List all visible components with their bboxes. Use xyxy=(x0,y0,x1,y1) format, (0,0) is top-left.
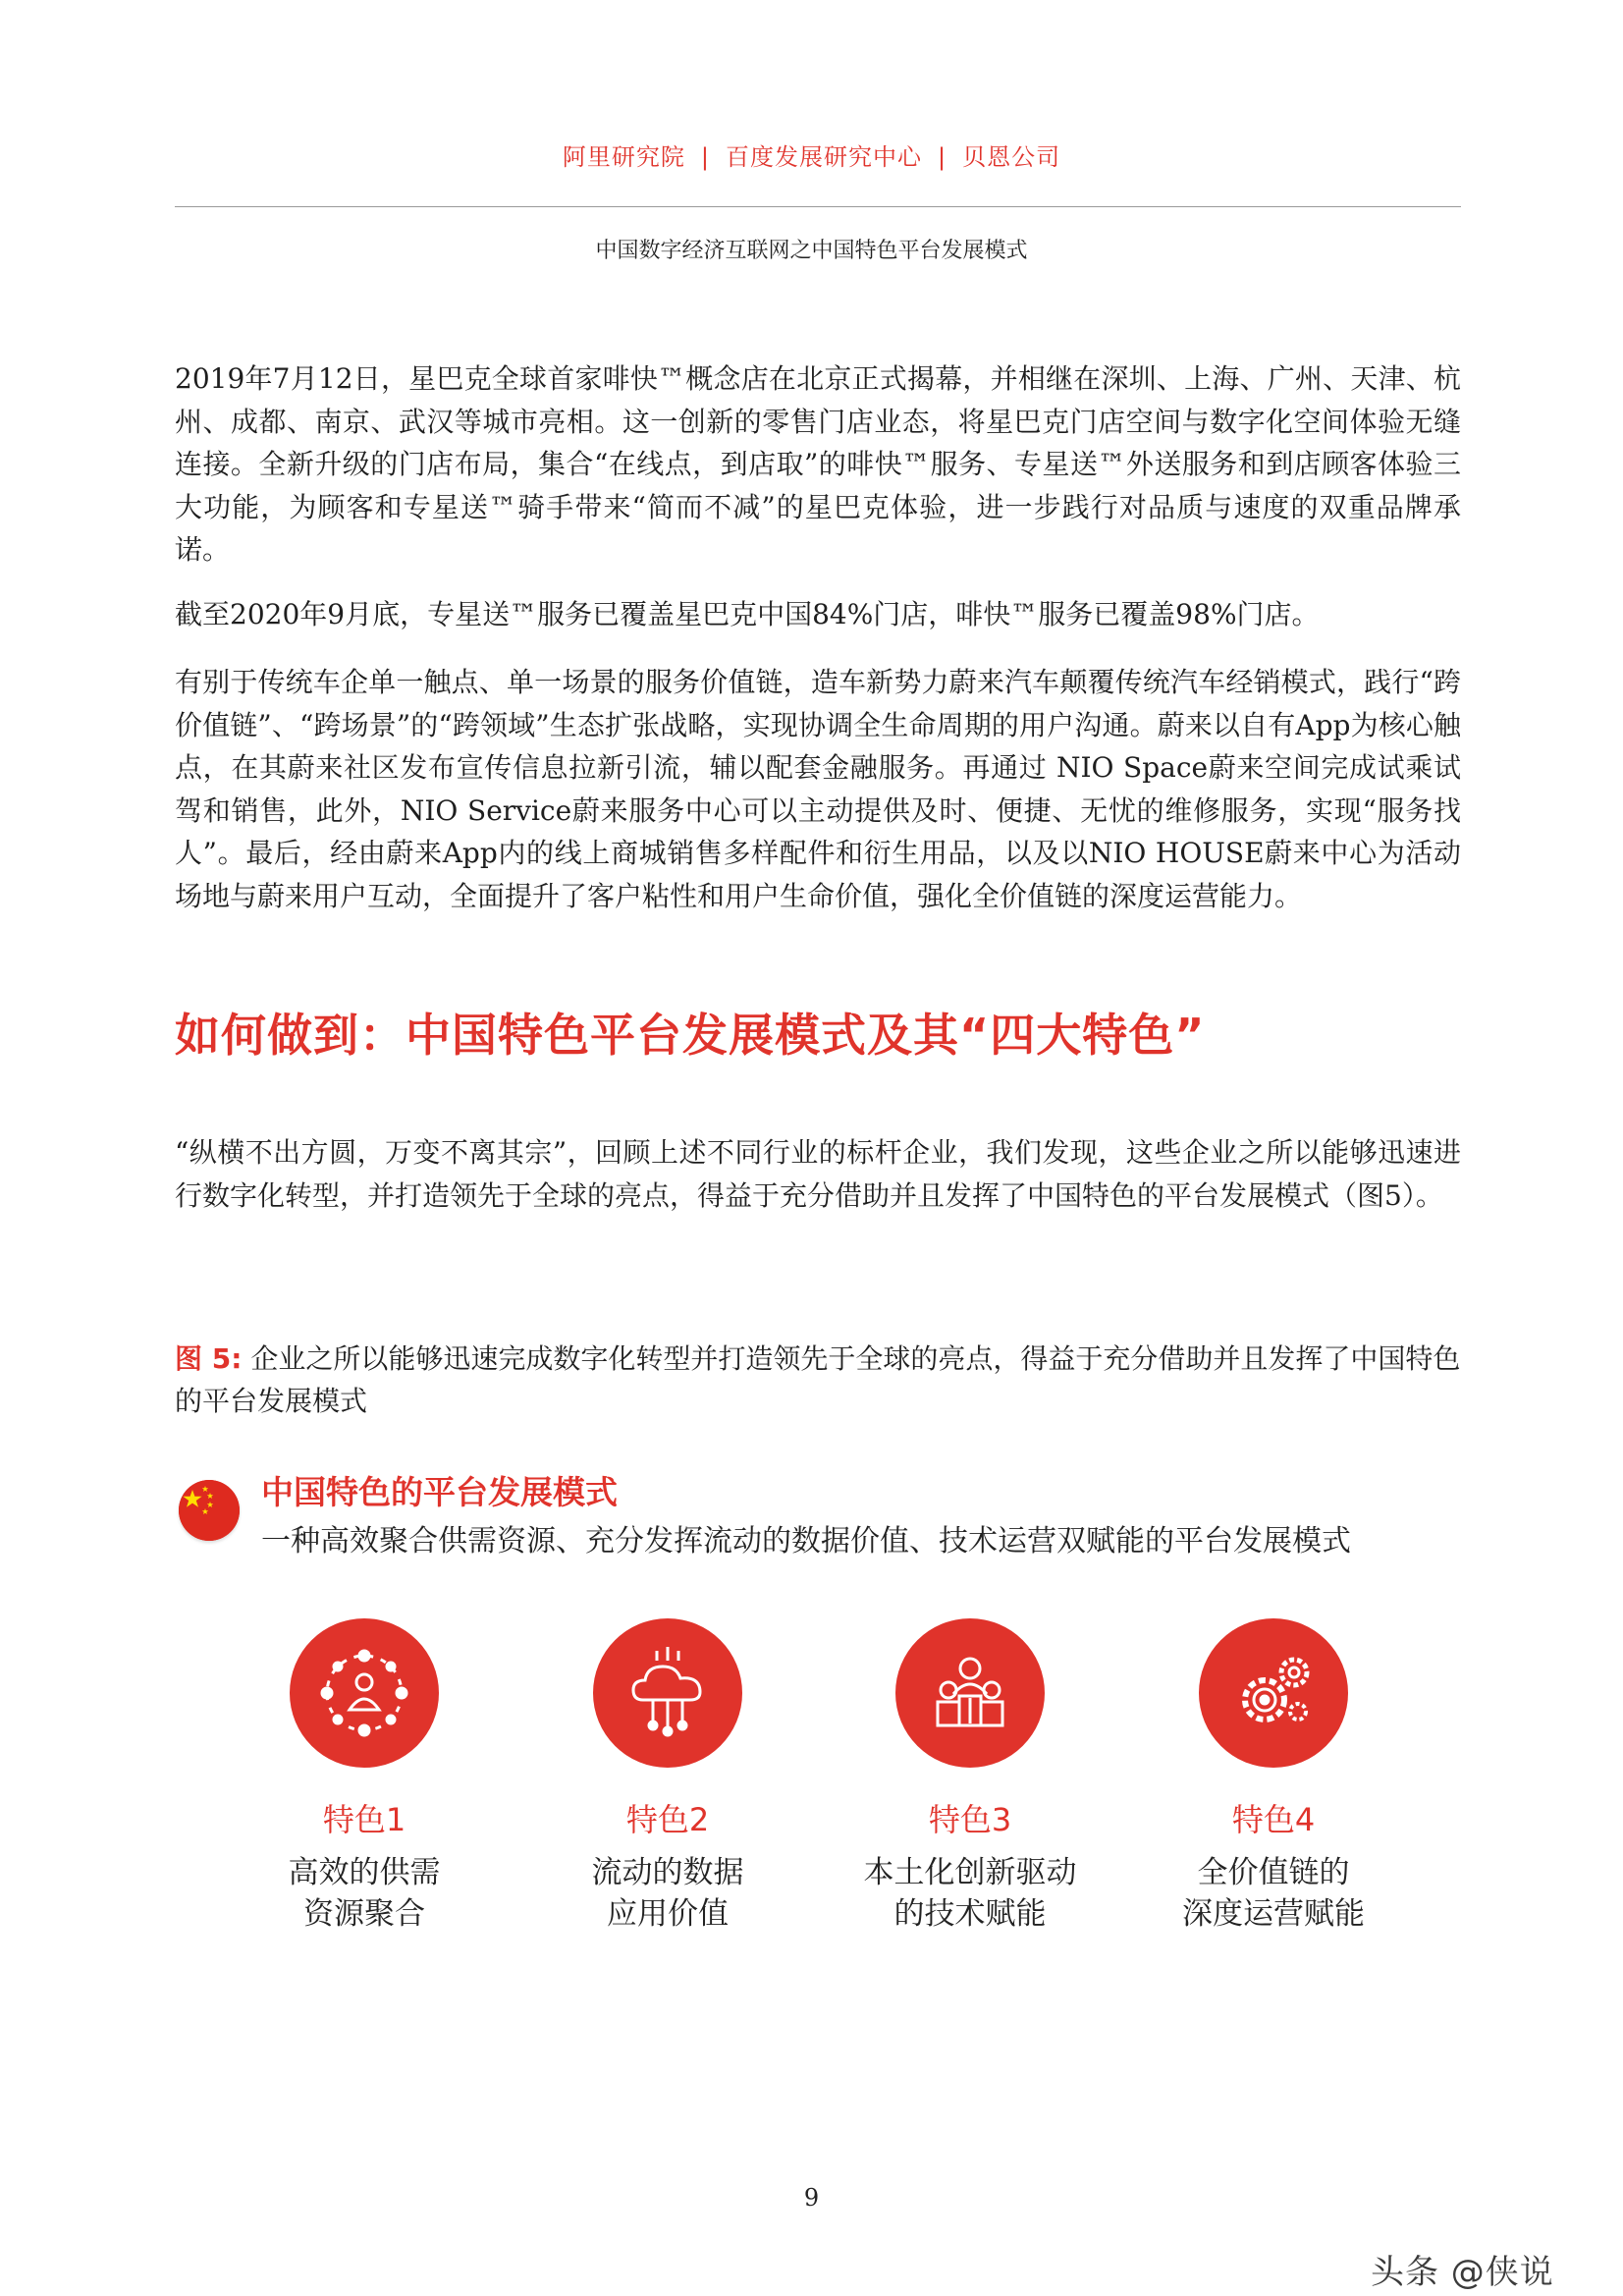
report-title: 中国数字经济互联网之中国特色平台发展模式 xyxy=(595,239,1028,263)
paragraph-starbucks: 2019年7月12日，星巴克全球首家啡快™概念店在北京正式揭幕，并相继在深圳、上海、广州、天津、杭州、成都、南京、武汉等城市亮相。这一创新的零售门店业态，将星巴克门店空间与数字化空间体验无缝连接。全新升级的门店布局，集合“在线点，到店取”的啡快™服务、专星送™外送服务和到店顾客体验三大功能，为顾客和专星送™骑手带来“简而不减”的星巴克体验，进一步践行对品质与速度的双重品牌承诺。 xyxy=(175,362,1461,566)
source-watermark: 头条 @侠说 xyxy=(1371,2253,1554,2292)
feature-label: 特色1 xyxy=(322,1801,406,1838)
feature-4 xyxy=(1165,1618,1381,1935)
feature-desc-line: 应用价值 xyxy=(607,1896,729,1932)
figure-title: 中国特色的平台发展模式 xyxy=(261,1473,618,1511)
section-heading: 如何做到：中国特色平台发展模式及其“四大特色” xyxy=(175,1009,1206,1062)
header-organizations xyxy=(0,137,1623,172)
header-separator: | xyxy=(938,143,947,171)
feature-3 xyxy=(862,1618,1078,1935)
network-people-icon xyxy=(290,1618,439,1768)
feature-desc-line: 资源聚合 xyxy=(303,1896,425,1932)
feature-description xyxy=(560,1852,776,1935)
figure-caption xyxy=(175,1338,1461,1422)
feature-2 xyxy=(560,1618,776,1935)
feature-desc-line: 深度运营赋能 xyxy=(1182,1896,1365,1932)
paragraph-nio: 有别于传统车企单一触点、单一场景的服务价值链，造车新势力蔚来汽车颠覆传统汽车经销模式，践行“跨价值链”、“跨场景”的“跨领域”生态扩张战略，实现协调全生命周期的用户沟通。蔚来以自有App为核心触点，在其蔚来社区发布宣传信息拉新引流，辅以配套金融服务。再通过 NIO Space蔚来空间完成试乘试驾和销售，此外，NIO Service蔚来服务中心可以主动提供及时、便捷、无忧的维修服务，实现“服务找人”。最后，经由蔚来App内的线上商城销售多样配件和衍生用品，以及以NIO HOUSE蔚来中心为活动场地与蔚来用户互动，全面提升了客户粘性和用户生命价值，强化全价值链的深度运营能力。 xyxy=(175,666,1461,912)
feature-desc-line: 的技术赋能 xyxy=(893,1896,1047,1932)
header-divider xyxy=(175,206,1461,207)
feature-desc-line: 本土化创新驱动 xyxy=(863,1855,1077,1890)
cloud-data-icon xyxy=(593,1618,742,1768)
org-alibaba-research: 阿里研究院 xyxy=(562,143,685,171)
figure-subtitle: 一种高效聚合供需资源、充分发挥流动的数据价值、技术运营双赋能的平台发展模式 xyxy=(261,1524,1351,1558)
feature-desc-line: 高效的供需 xyxy=(288,1855,441,1890)
feature-label: 特色2 xyxy=(625,1801,710,1838)
paragraph-starbucks-coverage: 截至2020年9月底，专星送™服务已覆盖星巴克中国84%门店，啡快™服务已覆盖98%门店。 xyxy=(175,598,1320,630)
org-baidu-research: 百度发展研究中心 xyxy=(726,143,922,171)
feature-description xyxy=(256,1852,472,1935)
feature-description xyxy=(1165,1852,1381,1935)
feature-desc-line: 流动的数据 xyxy=(591,1855,744,1890)
org-bain: 贝恩公司 xyxy=(962,143,1061,171)
team-people-icon xyxy=(895,1618,1045,1768)
page-number: 9 xyxy=(803,2184,820,2212)
feature-label: 特色3 xyxy=(928,1801,1012,1838)
china-flag-icon xyxy=(179,1480,240,1541)
feature-label: 特色4 xyxy=(1231,1801,1316,1838)
gears-icon xyxy=(1199,1618,1348,1768)
header-separator: | xyxy=(700,143,710,171)
figure-label: 图 5: xyxy=(175,1342,243,1375)
feature-description xyxy=(862,1852,1078,1935)
feature-desc-line: 全价值链的 xyxy=(1197,1855,1350,1890)
paragraph-summary: “纵横不出方圆，万变不离其宗”，回顾上述不同行业的标杆企业，我们发现，这些企业之所以能够迅速进行数字化转型，并打造领先于全球的亮点，得益于充分借助并且发挥了中国特色的平台发展模式（图5）。 xyxy=(175,1136,1461,1212)
feature-1 xyxy=(256,1618,472,1935)
figure-caption-text: 企业之所以能够迅速完成数字化转型并打造领先于全球的亮点，得益于充分借助并且发挥了中国特色的平台发展模式 xyxy=(175,1342,1461,1417)
